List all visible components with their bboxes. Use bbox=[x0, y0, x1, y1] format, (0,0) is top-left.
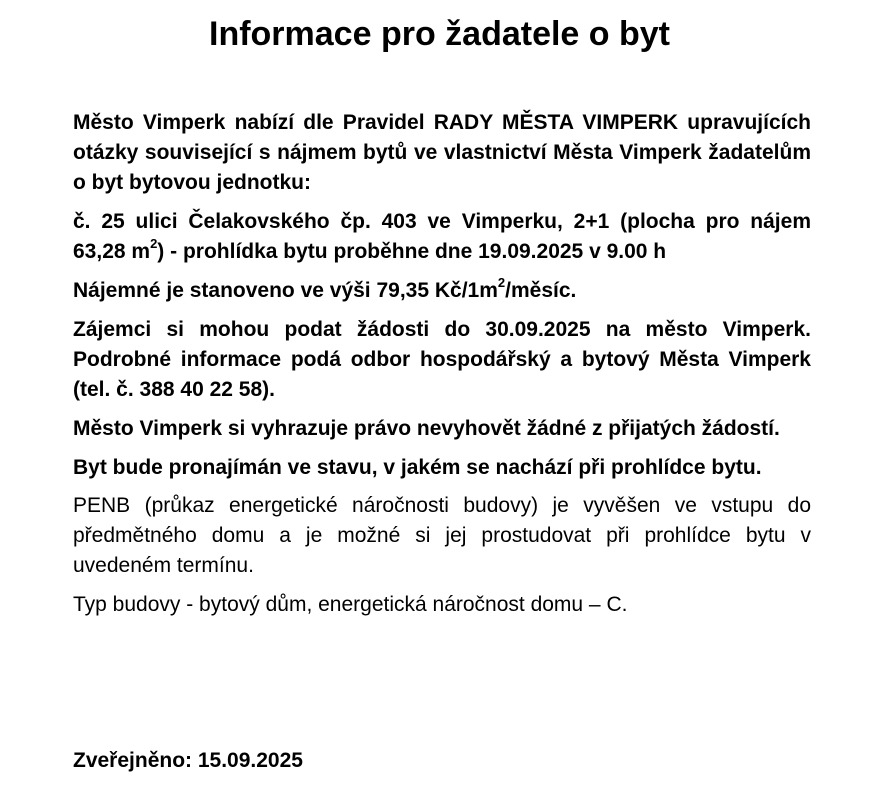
reservation-paragraph: Město Vimperk si vyhrazuje právo nevyhovět žádné z přijatých žádostí. bbox=[73, 417, 780, 440]
published-date: Zveřejněno: 15.09.2025 bbox=[73, 749, 303, 772]
rent-paragraph bbox=[73, 276, 811, 306]
rent-text-start: Nájemné je stanoveno ve výši 79,35 Kč/1m bbox=[73, 279, 498, 302]
page-title: Informace pro žadatele o byt bbox=[209, 15, 670, 53]
building-type-paragraph: Typ budovy - bytový dům, energetická náročnost domu – C. bbox=[73, 593, 628, 616]
unit-text-end: ) - prohlídka bytu proběhne dne 19.09.2025 v 9.00 h bbox=[157, 240, 667, 263]
notice-body bbox=[73, 108, 811, 620]
intro-paragraph: Město Vimperk nabízí dle Pravidel RADY MĚSTA VIMPERK upravujících otázky související s nájmem bytů ve vlastnictví Města Vimperk žadatelům o byt bytovou jednotku: bbox=[73, 111, 811, 194]
unit-text-start: č. 25 ulici Čelakovského čp. 403 ve Vimperku, 2+1 (plocha pro nájem 63,28 m bbox=[73, 210, 811, 263]
applications-paragraph: Zájemci si mohou podat žádosti do 30.09.2025 na město Vimperk. Podrobné informace podá odbor hospodářský a bytový Města Vimperk (tel. č. 388 40 22 58). bbox=[73, 318, 811, 401]
condition-paragraph: Byt bude pronajímán ve stavu, v jakém se nachází při prohlídce bytu. bbox=[73, 456, 762, 479]
unit-area-superscript: 2 bbox=[150, 236, 158, 251]
rent-superscript: 2 bbox=[497, 275, 506, 290]
rent-text-end: /měsíc. bbox=[505, 279, 577, 302]
penb-paragraph: PENB (průkaz energetické náročnosti budovy) je vyvěšen ve vstupu do předmětného domu a je možné si jej prostudovat při prohlídce bytu v uvedeném termínu. bbox=[73, 494, 811, 577]
unit-paragraph bbox=[73, 207, 811, 267]
